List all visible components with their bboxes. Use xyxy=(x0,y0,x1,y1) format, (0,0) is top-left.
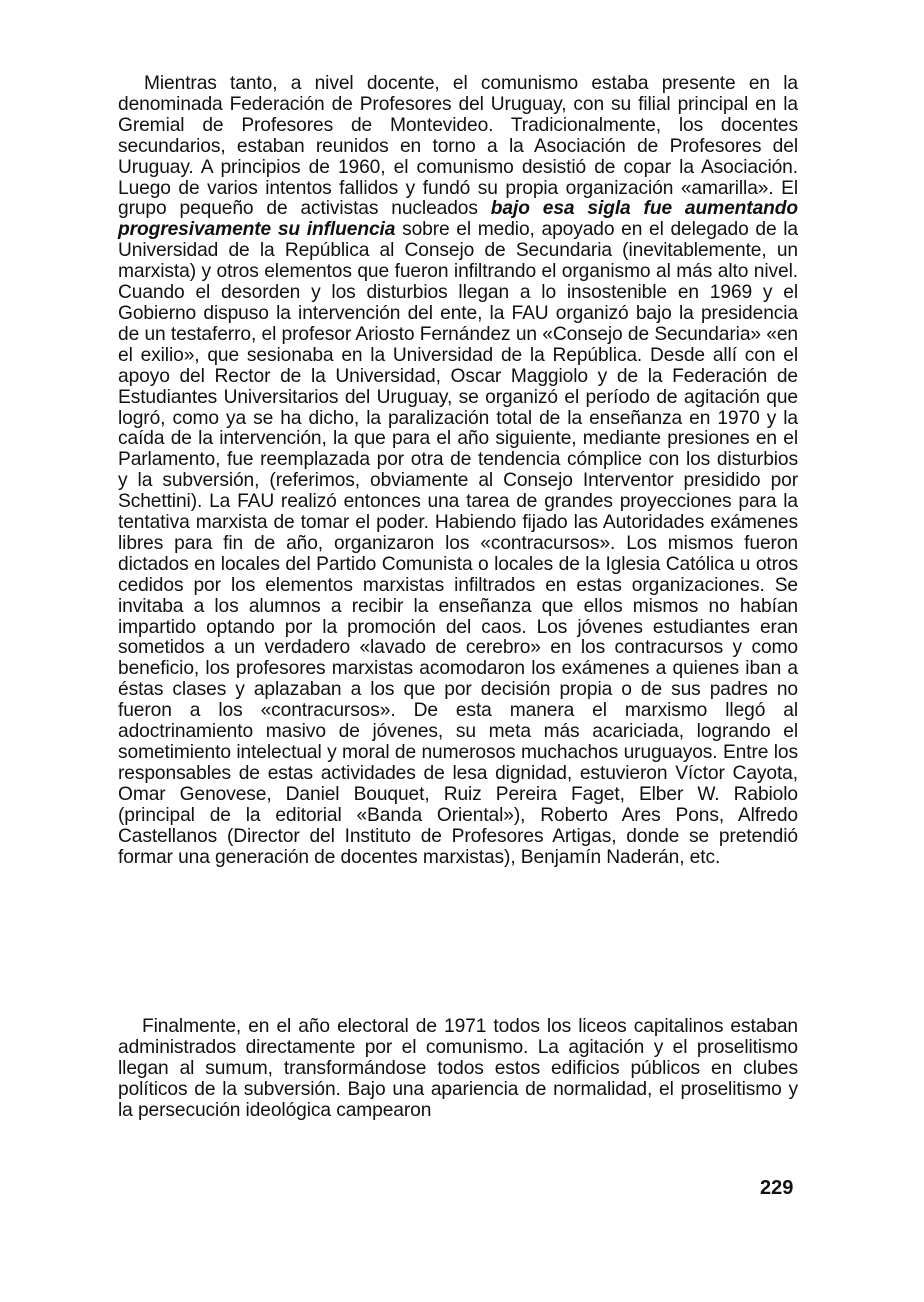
paragraph-1-segment-1: Mientras tanto, a nivel docente, el comunismo estaba presente en la denominada Federación de Profesores del Uruguay, con su filial principal en la Gremial de Profesores de Montevideo. Tradicionalmente, los docentes secundarios, estaban reunidos en torno a la Asociación de Profesores del Uruguay. A principios de 1960, el comunismo desistió de copar la Asociación. Luego de varios intentos fallidos y fundó su propia organización «amarilla». El grupo pequeño de activistas nucleados xyxy=(118,73,798,220)
paragraph-2-text xyxy=(118,1017,798,1122)
paragraph-1 xyxy=(118,74,798,868)
paragraph-1-segment-3: sobre el medio, apoyado en el delegado de la Universidad de la República al Consejo de Secundaria (inevitablemente, un marxista) y otros elementos que fueron infiltrando el organismo al más alto nivel. Cuando el desorden y los disturbios llegan a lo insostenible en 1969 y el Gobierno dispuso la intervención del ente, la FAU organizó bajo la presidencia de un testaferro, el profesor Ariosto Fernández un «Consejo de Secundaria» «en el exilio», que sesionaba en la Universidad de la República. Desde allí con el apoyo del Rector de la Universidad, Oscar Maggiolo y de la Federación de Estudiantes Universitarios del Uruguay, se organizó el período de agitación que logró, como ya se ha dicho, la paralización total de la enseñanza en 1970 y la caída de la intervención, la que para el año siguiente, mediante presiones en el Parlamento, fue reemplazada por otra de tendencia cómplice con los disturbios y la subversión, (referimos, obviamente al Consejo Interventor presidido por Schettini). La FAU realizó entonces una tarea de grandes proyecciones para la tentativa marxista de tomar el poder. Habiendo fijado las Autoridades exámenes libres para fin de año, organizaron los «contracursos». Los mismos fueron dictados en locales del Partido Comunista o locales de la Iglesia Católica u otros cedidos por los elementos marxistas infiltrados en estas organizaciones. Se invitaba a los alumnos a recibir la enseñanza que ellos mismos no habían impartido optando por la promoción del caos. Los jóvenes estudiantes eran sometidos a un verdadero «lavado de cerebro» en los contracursos y como beneficio, los profesores marxistas acomodaron los exámenes a quienes iban a éstas clases y aplazaban a los que por decisión propia o de sus padres no fueron a los «contracursos». De esta manera el marxismo llegó al adoctrinamiento masivo de jóvenes, su meta más acariciada, logrando el sometimiento intelectual y moral de numerosos muchachos uruguayos. Entre los responsables de estas actividades de lesa dignidad, estuvieron Víctor Cayota, Omar Genovese, Daniel Bouquet, Ruiz Pereira Faget, Elber W. Rabiolo (principal de la editorial «Banda Oriental»), Roberto Ares Pons, Alfredo Castellanos (Director del Instituto de Profesores Artigas, donde se pretendió formar una generación de docentes marxistas), Benjamín Naderán, etc. xyxy=(118,219,798,868)
paragraph-1-italic-segment: bajo esa sigla fue aumentando progresivamente su influencia xyxy=(118,198,798,241)
paragraph-1-text xyxy=(118,74,798,868)
page-number: 229 xyxy=(760,1177,794,1199)
paragraph-2 xyxy=(118,1017,798,1122)
paragraph-2-segment-1: Finalmente, en el año electoral de 1971 todos los liceos capitalinos estaban administrados directamente por el comunismo. La agitación y el proselitismo llegan al sumum, transformándose todos estos edificios públicos en clubes políticos de la subversión. Bajo una apariencia de normalidad, el proselitismo y la persecución ideológica campearon xyxy=(118,1016,798,1121)
